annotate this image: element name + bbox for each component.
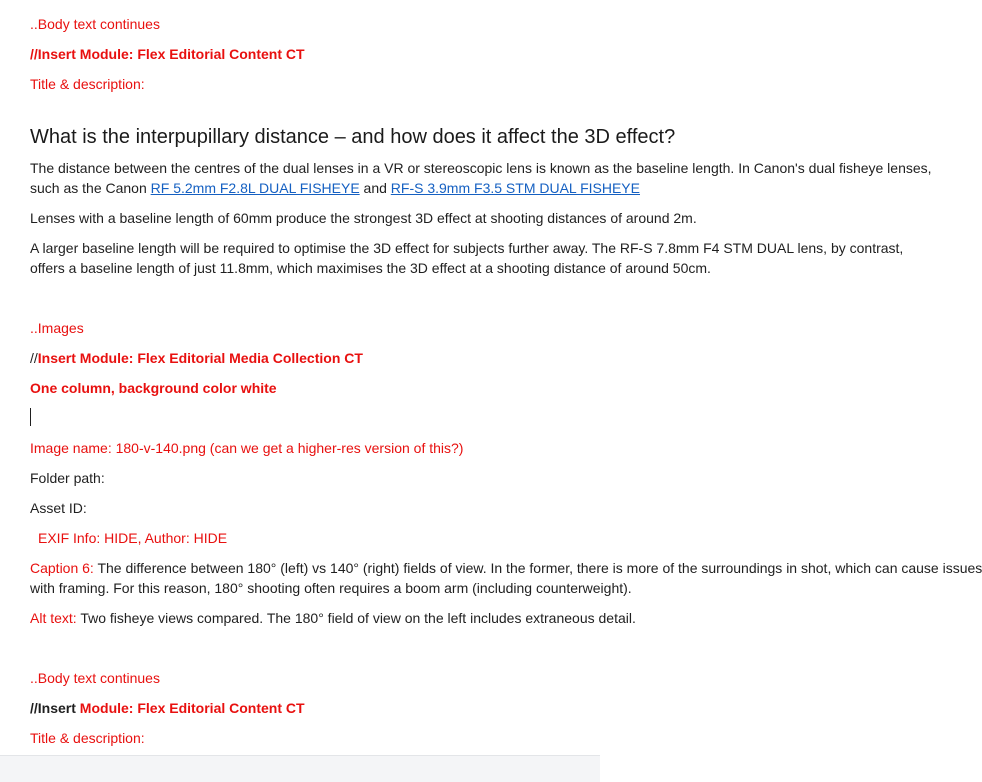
paragraph-1-line-1: The distance between the centres of the dual lenses in a VR or stereoscopic lens is known as the baseline length. In Canon's dual fisheye lenses, — [30, 160, 932, 176]
title-description-label: Title & description: — [30, 76, 145, 92]
asset-id-label: Asset ID: — [30, 500, 87, 516]
text-cursor — [30, 408, 31, 426]
image-name-note: Image name: 180-v-140.png (can we get a higher-res version of this?) — [30, 440, 464, 456]
lens-link-rf-5-2mm[interactable]: RF 5.2mm F2.8L DUAL FISHEYE — [150, 180, 360, 196]
paragraph-1-line-2 — [30, 178, 640, 198]
caption-line-1 — [30, 558, 982, 578]
body-continues-note-2: ..Body text continues — [30, 670, 160, 686]
insert-module-prefix: // — [30, 46, 38, 62]
insert-module-prefix: //Insert — [30, 700, 80, 716]
caption-line-2: with framing. For this reason, 180° shooting often requires a boom arm (including counterweight). — [30, 580, 632, 596]
body-continues-note: ..Body text continues — [30, 16, 160, 32]
insert-module-text: Insert Module: Flex Editorial Content CT — [37, 46, 305, 62]
insert-module-note-3 — [30, 698, 305, 718]
paragraph-3-line-1: A larger baseline length will be required to optimise the 3D effect for subjects further away. The RF-S 7.8mm F4 STM DUAL lens, by contrast, — [30, 240, 904, 256]
insert-module-media-note — [30, 348, 363, 368]
lens-link-rf-s-3-9mm[interactable]: RF-S 3.9mm F3.5 STM DUAL FISHEYE — [390, 180, 640, 196]
insert-module-note — [30, 44, 305, 64]
paragraph-text: and — [359, 180, 391, 196]
alt-text-line — [30, 608, 636, 628]
alt-text-label: Alt text: — [30, 610, 77, 626]
bottom-toolbar — [0, 755, 600, 782]
insert-module-text: Module: Flex Editorial Content CT — [79, 700, 305, 716]
insert-module-text: Insert Module: Flex Editorial Media Collection CT — [37, 350, 363, 366]
alt-text-value: Two fisheye views compared. The 180° field of view on the left includes extraneous detail. — [76, 610, 636, 626]
insert-module-prefix: // — [30, 350, 38, 366]
exif-info-note: EXIF Info: HIDE, Author: HIDE — [38, 530, 228, 546]
title-description-label-2: Title & description: — [30, 730, 145, 746]
folder-path-label: Folder path: — [30, 470, 105, 486]
paragraph-text: such as the Canon — [30, 180, 151, 196]
caption-text: The difference between 180° (left) vs 140° (right) fields of view. In the former, there is more of the surroundings in shot, which can cause issues — [93, 560, 982, 576]
paragraph-3-line-2: offers a baseline length of just 11.8mm, which maximises the 3D effect at a shooting distance of around 50cm. — [30, 260, 711, 276]
caption-label: Caption 6: — [30, 560, 94, 576]
layout-note: One column, background color white — [30, 380, 277, 396]
paragraph-2: Lenses with a baseline length of 60mm produce the strongest 3D effect at shooting distances of around 2m. — [30, 210, 697, 226]
section-heading: What is the interpupillary distance – and how does it affect the 3D effect? — [30, 126, 676, 148]
images-note: ..Images — [30, 320, 84, 336]
